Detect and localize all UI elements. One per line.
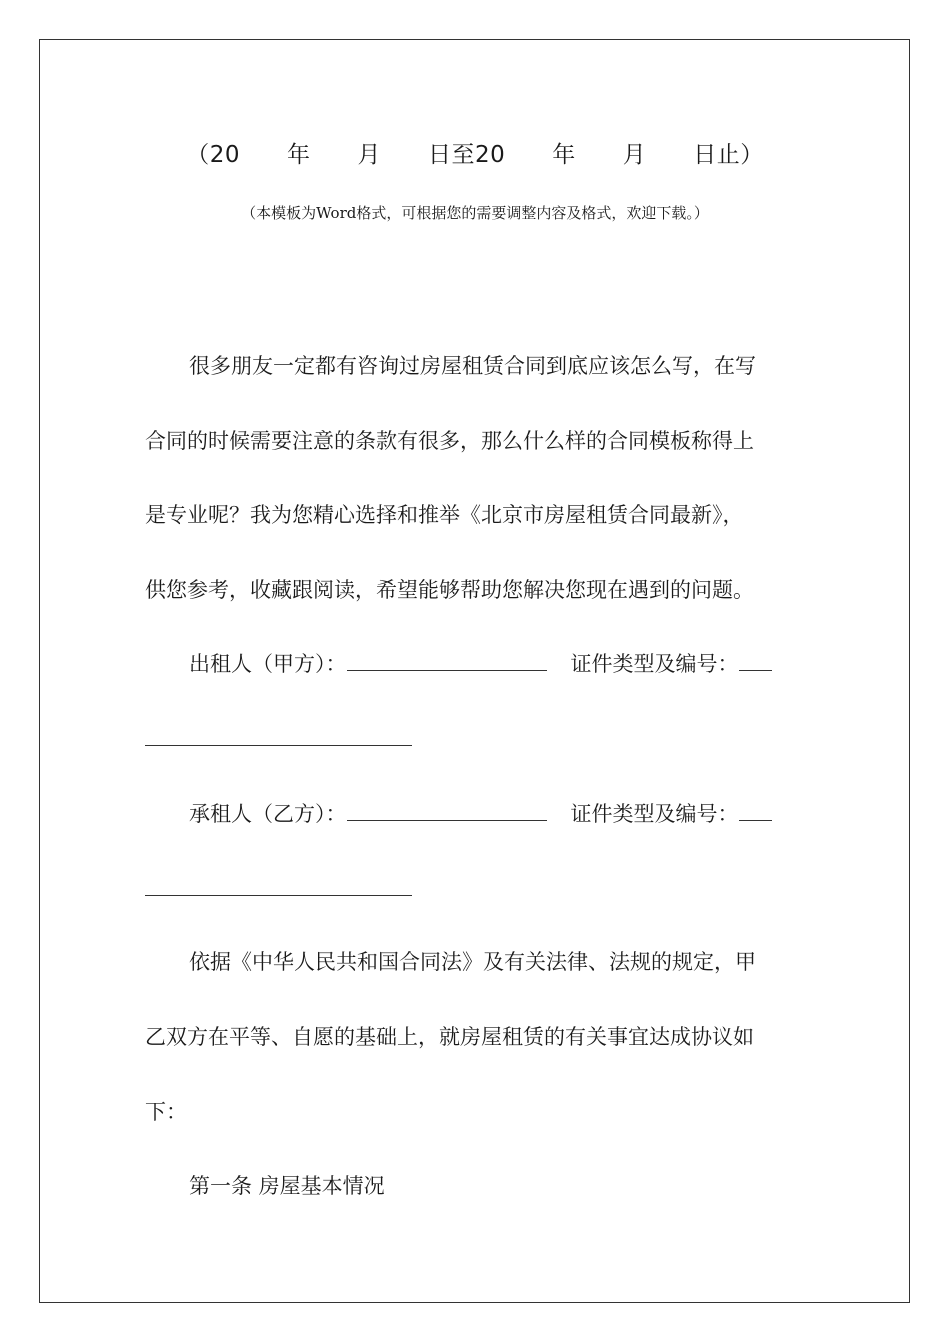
intro-line-2: 合同的时候需要注意的条款有很多，那么什么样的合同模板称得上 <box>145 429 754 453</box>
lessor-row <box>189 648 772 678</box>
basis-line-3: 下： <box>145 1100 187 1124</box>
intro-line-1: 很多朋友一定都有咨询过房屋租赁合同到底应该怎么写，在写 <box>189 354 756 378</box>
lessee-name-blank[interactable] <box>347 800 547 821</box>
lessor-label: 出租人（甲方）： <box>189 652 347 676</box>
intro-line-3: 是专业呢？我为您精心选择和推举《北京市房屋租赁合同最新》， <box>145 503 744 527</box>
lessee-row <box>189 798 772 828</box>
lessee-label: 承租人（乙方）： <box>189 802 347 826</box>
template-note: （本模板为Word格式，可根据您的需要调整内容及格式，欢迎下载。） <box>241 204 709 222</box>
intro-line-4: 供您参考，收藏跟阅读，希望能够帮助您解决您现在遇到的问题。 <box>145 578 754 602</box>
lessor-id-continuation-line[interactable] <box>145 745 412 746</box>
lessor-id-label: 证件类型及编号： <box>570 652 739 676</box>
lessee-id-label: 证件类型及编号： <box>570 802 739 826</box>
basis-line-2: 乙双方在平等、自愿的基础上，就房屋租赁的有关事宜达成协议如 <box>145 1025 754 1049</box>
lessor-id-blank[interactable] <box>739 650 772 671</box>
article-1-heading: 第一条 房屋基本情况 <box>189 1174 385 1198</box>
lessee-id-blank[interactable] <box>739 800 772 821</box>
contract-date-range: （20 年 月 日至20 年 月 日止） <box>186 142 764 168</box>
lessee-id-continuation-line[interactable] <box>145 895 412 896</box>
lessor-name-blank[interactable] <box>347 650 547 671</box>
basis-line-1: 依据《中华人民共和国合同法》及有关法律、法规的规定，甲 <box>189 950 756 974</box>
